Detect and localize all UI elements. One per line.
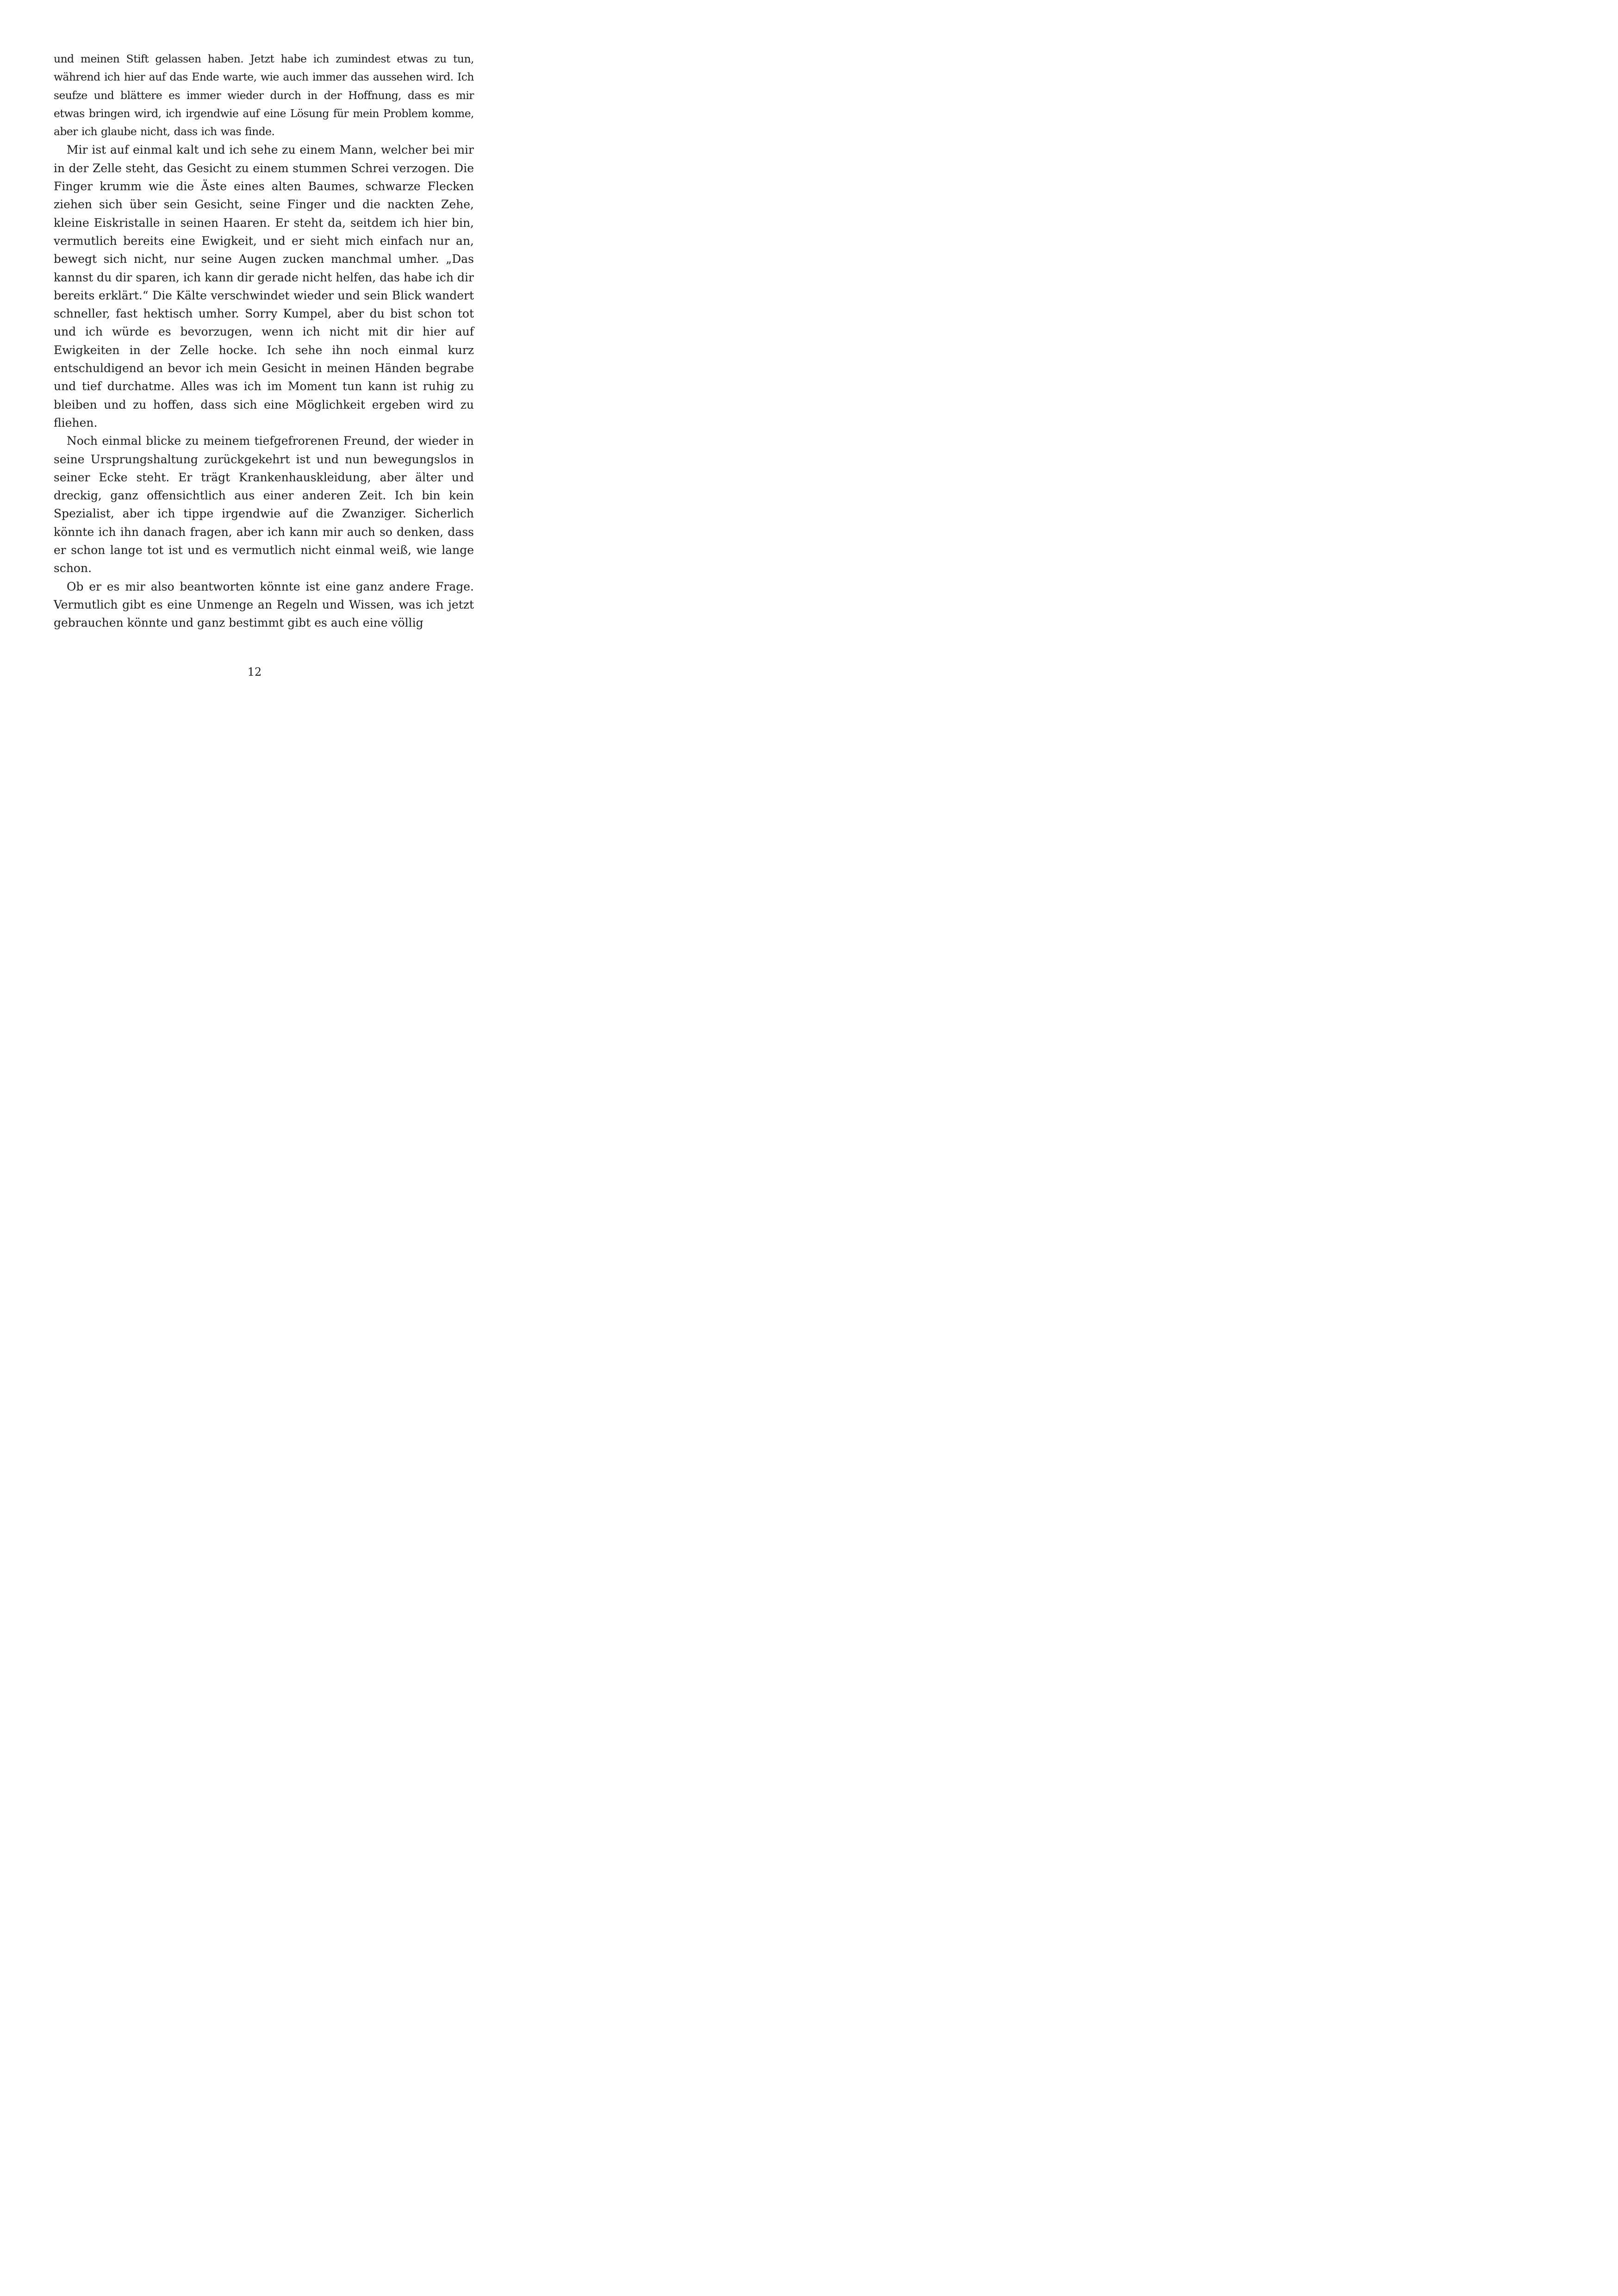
paragraph-2: Mir ist auf einmal kalt und ich sehe zu einem Mann, welcher bei mir in der Zelle steht, das Gesicht zu einem stummen Schrei verzogen. Die Finger krumm wie die Äste eines alten Baumes, schwarze Flecken ziehen sich über sein Gesicht, seine Finger und die nackten Zehe, kleine Eiskristalle in seinen Haaren. Er steht da, seitdem ich hier bin, vermutlich bereits eine Ewigkeit, und er sieht mich einfach nur an, bewegt sich nicht, nur seine Augen zucken manchmal umher. „Das kannst du dir sparen, ich kann dir gerade nicht helfen, das habe ich dir bereits erklärt.“ Die Kälte verschwindet wieder und sein Blick wandert schneller, fast hektisch umher. Sorry Kumpel, aber du bist schon tot und ich würde es bevorzugen, wenn ich nicht mit dir hier auf Ewigkeiten in der Zelle hocke. Ich sehe ihn noch einmal kurz entschuldigend an bevor ich mein Gesicht in meinen Händen begrabe und tief durchatme. Alles was ich im Moment tun kann ist ruhig zu bleiben und zu hoffen, dass sich eine Möglichkeit ergeben wird zu fliehen.	[54, 143, 474, 429]
body-text	[54, 50, 474, 632]
book-page	[0, 0, 509, 722]
paragraph-4: Ob er es mir also beantworten könnte ist eine ganz andere Frage. Vermutlich gibt es eine Unmenge an Regeln und Wissen, was ich jetzt gebrauchen könnte und ganz bestimmt gibt es auch eine völlig	[54, 579, 474, 630]
paragraph-3: Noch einmal blicke zu meinem tiefgefrorenen Freund, der wieder in seine Ursprungshaltung zurückgekehrt ist und nun bewegungslos in seiner Ecke steht. Er trägt Krankenhauskleidung, aber älter und dreckig, ganz offensichtlich aus einer anderen Zeit. Ich bin kein Spezialist, aber ich tippe irgendwie auf die Zwanziger. Sicherlich könnte ich ihn danach fragen, aber ich kann mir auch so denken, dass er schon lange tot ist und es vermutlich nicht einmal weiß, wie lange schon.	[54, 434, 474, 575]
paragraph-1: und meinen Stift gelassen haben. Jetzt habe ich zumindest etwas zu tun, während ich hier auf das Ende warte, wie auch immer das aussehen wird. Ich seufze und blättere es immer wieder durch in der Hoffnung, dass es mir etwas bringen wird, ich irgendwie auf eine Lösung für mein Problem komme, aber ich glaube nicht, dass ich was finde.	[54, 52, 474, 138]
page-number: 12	[247, 666, 262, 678]
